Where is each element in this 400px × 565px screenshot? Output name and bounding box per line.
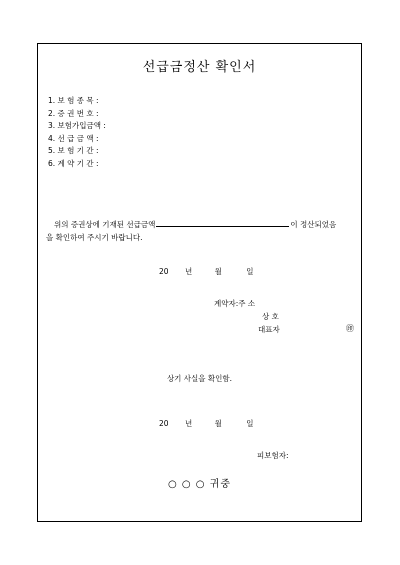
field-list bbox=[48, 95, 106, 171]
date-line-2 bbox=[159, 418, 253, 429]
paragraph-text-start: 위의 증권상에 기재된 선급금액 bbox=[54, 220, 156, 229]
confirmation-text: 상기 사실을 확인함. bbox=[166, 374, 233, 383]
date-year-label: 년 bbox=[184, 419, 193, 428]
date-day-label: 일 bbox=[246, 419, 254, 428]
field-insurance-period: 5. 보 험 기 간 : bbox=[48, 146, 99, 156]
contractor-address-label: 계약자:주 소 bbox=[214, 299, 256, 308]
date-year: 20 bbox=[159, 419, 169, 428]
field-contract-period: 6. 계 약 기 간 : bbox=[48, 158, 99, 168]
seal-mark: ㊞ bbox=[346, 324, 354, 333]
date-line-1 bbox=[159, 266, 253, 277]
paragraph-line-2: 을 확인하여 주시기 바랍니다. bbox=[46, 233, 143, 242]
date-month-label: 월 bbox=[214, 419, 222, 428]
form-page bbox=[37, 43, 362, 522]
request-paragraph bbox=[46, 218, 358, 244]
date-year-label: 년 bbox=[184, 267, 193, 276]
paragraph-text-end: 이 정산되었음 bbox=[290, 220, 337, 229]
document-title: 선급금정산 확인서 bbox=[142, 60, 257, 75]
date-year: 20 bbox=[159, 267, 169, 276]
field-policy-number: 2. 증 권 번 호 : bbox=[48, 108, 99, 118]
field-insurance-type: 1. 보 험 종 목 : bbox=[48, 96, 99, 105]
field-advance-amount: 4. 선 급 금 액 : bbox=[48, 133, 99, 143]
date-month-label: 월 bbox=[214, 267, 222, 276]
amount-blank-line bbox=[156, 218, 289, 227]
date-day-label: 일 bbox=[246, 267, 254, 276]
field-insured-amount: 3. 보험가입금액 : bbox=[48, 121, 106, 131]
insured-label: 피보험자: bbox=[257, 451, 289, 460]
addressee: ○ ○ ○ 귀중 bbox=[167, 479, 232, 490]
company-label: 상 호 bbox=[262, 312, 279, 321]
representative-label: 대표자 bbox=[258, 325, 280, 334]
